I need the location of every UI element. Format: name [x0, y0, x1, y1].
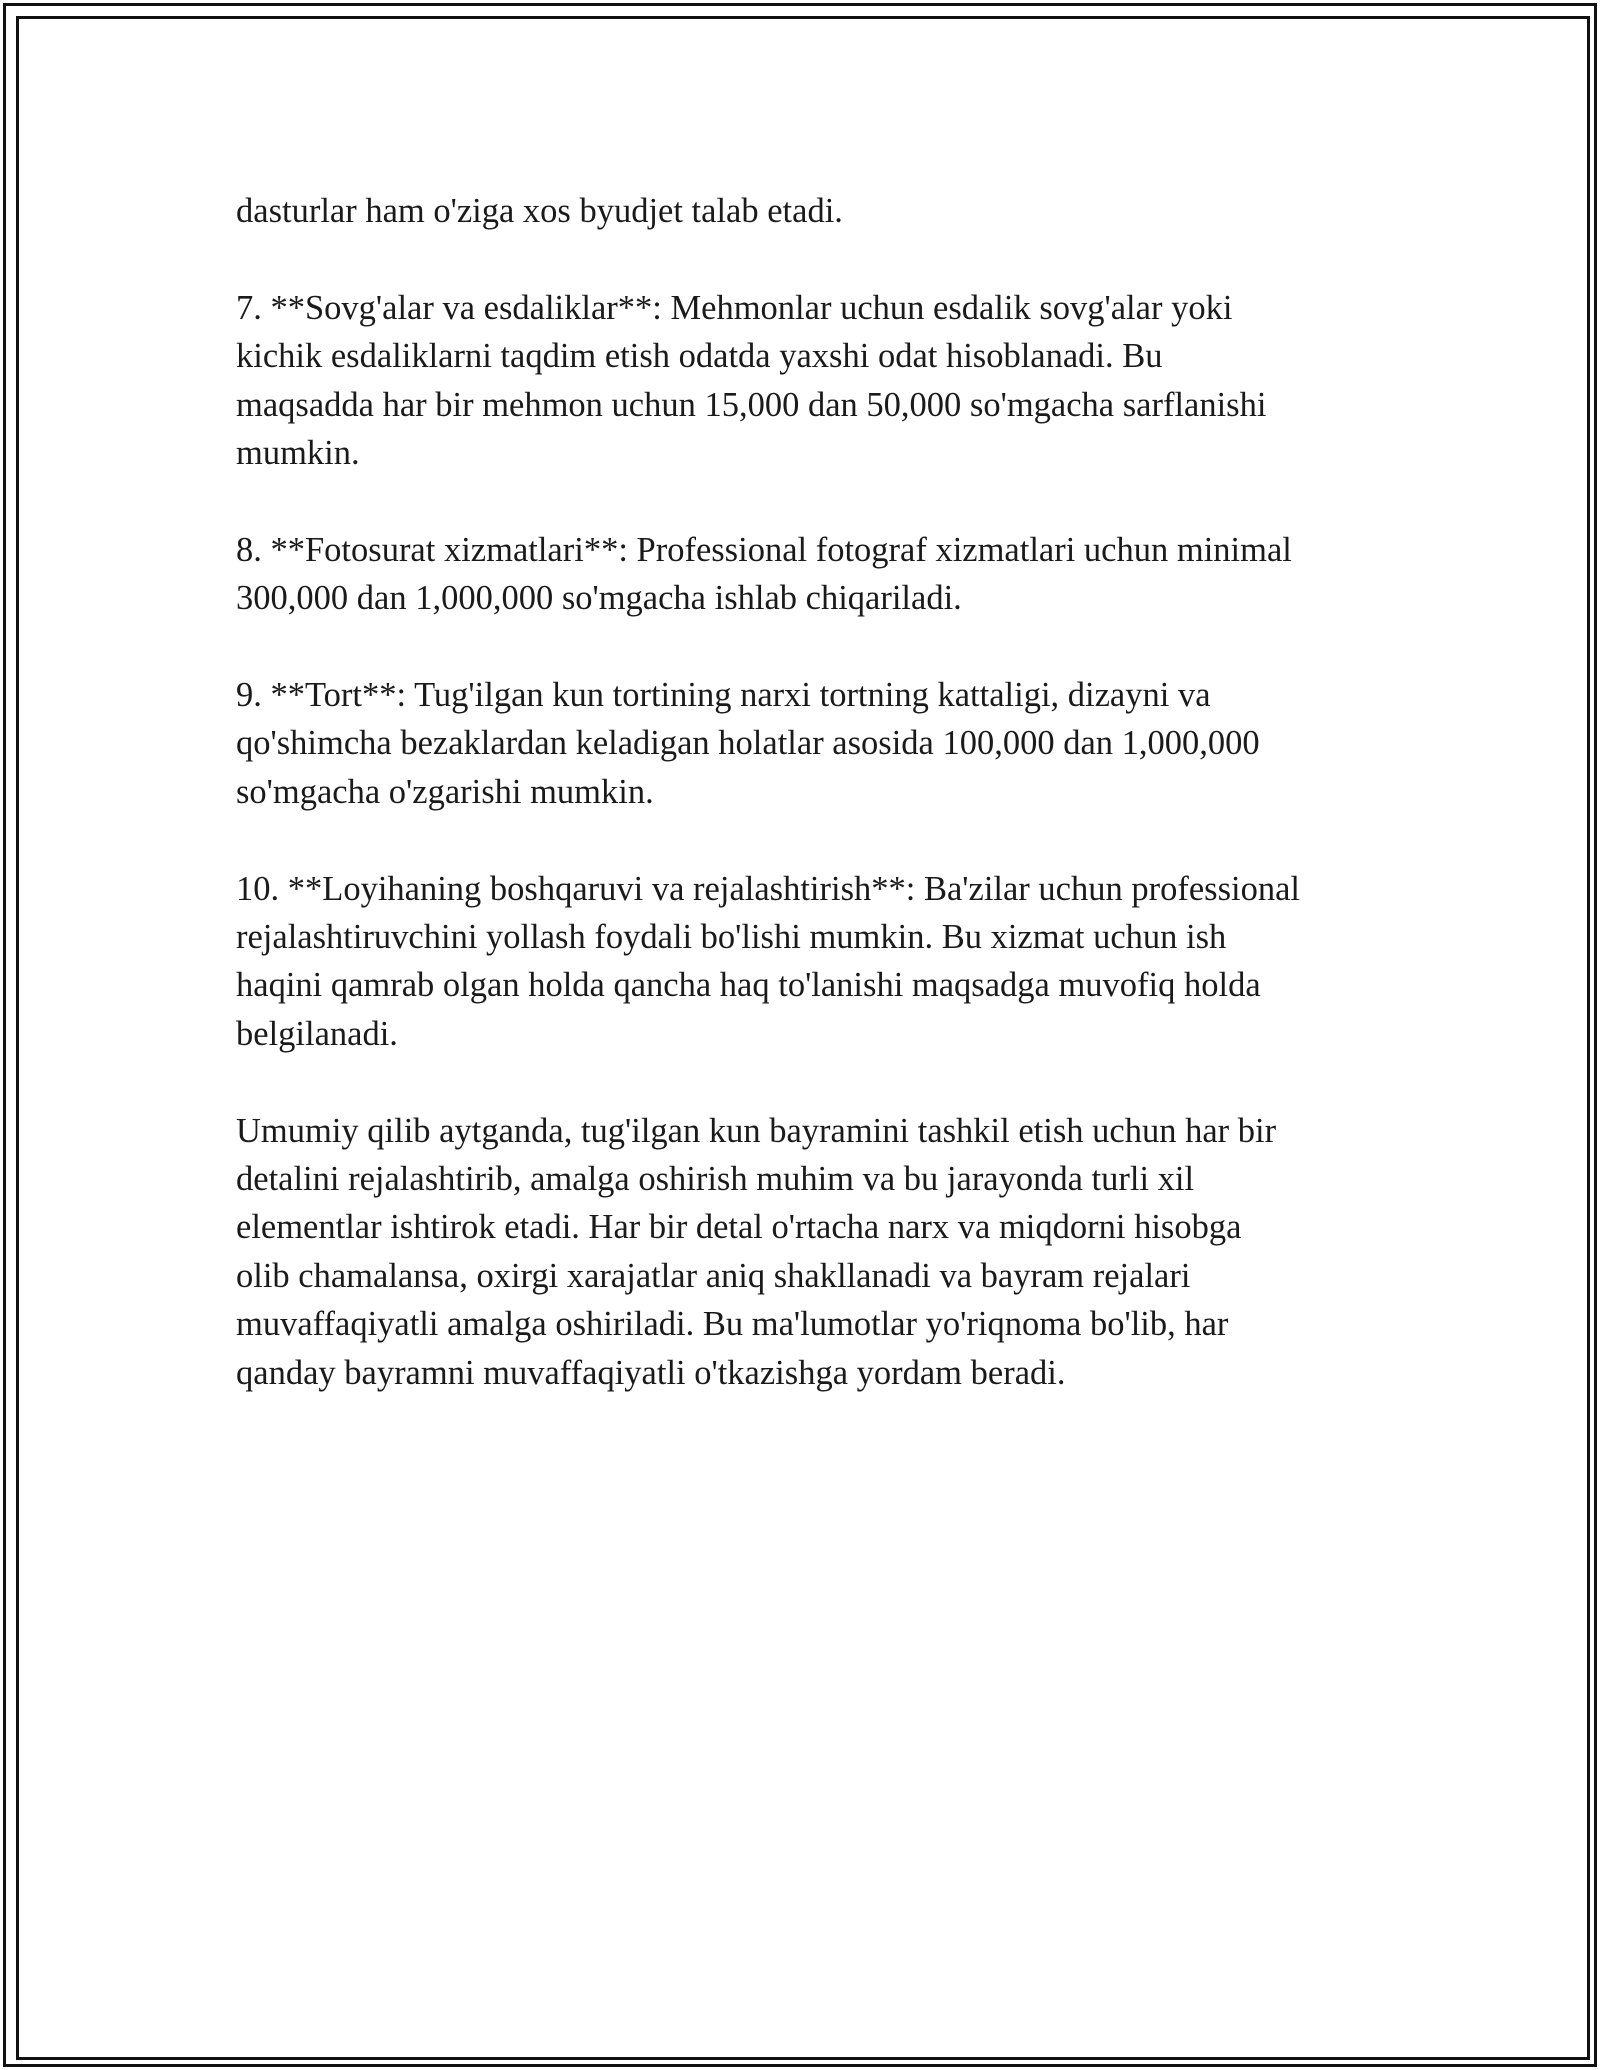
paragraph-budget-continuation: dasturlar ham o'ziga xos byudjet talab etadi. [236, 192, 843, 230]
document-body [236, 187, 1386, 1445]
paragraph-item-10-management: 10. **Loyihaning boshqaruvi va rejalashtirish**: Ba'zilar uchun professional rejalashtiruvchini yollash foydali bo'lishi mumkin. Bu xizmat uchun ish haqini qamrab olgan holda qancha haq to'lanishi maqsadga muvofiq holda belgilanadi. [236, 869, 1300, 1053]
paragraph-item-9-cake: 9. **Tort**: Tug'ilgan kun tortining narxi tortning kattaligi, dizayni va qo'shimcha bezaklardan keladigan holatlar asosida 100,000 dan 1,000,000 so'mgacha o'zgarishi mumkin. [236, 676, 1260, 811]
paragraph-conclusion: Umumiy qilib aytganda, tug'ilgan kun bayramini tashkil etish uchun har bir detalini rejalashtirib, amalga oshirish muhim va bu jarayonda turli xil elementlar ishtirok etadi. Har bir detal o'rtacha narx va miqdorni hisobga olib chamalansa, oxirgi xarajatlar aniq shakllanadi va bayram rejalari muvaffaqiyatli amalga oshiriladi. Bu ma'lumotlar yo'riqnoma bo'lib, har qanday bayramni muvaffaqiyatli o'tkazishga yordam beradi. [236, 1111, 1277, 1392]
paragraph-item-8-photography: 8. **Fotosurat xizmatlari**: Professional fotograf xizmatlari uchun minimal 300,000 dan 1,000,000 so'mgacha ishlab chiqariladi. [236, 530, 1292, 618]
paragraph-item-7-gifts: 7. **Sovg'alar va esdaliklar**: Mehmonlar uchun esdalik sovg'alar yoki kichik esdaliklarni taqdim etish odatda yaxshi odat hisoblanadi. Bu maqsadda har bir mehmon uchun 15,000 dan 50,000 so'mgacha sarflanishi mumkin. [236, 288, 1267, 473]
